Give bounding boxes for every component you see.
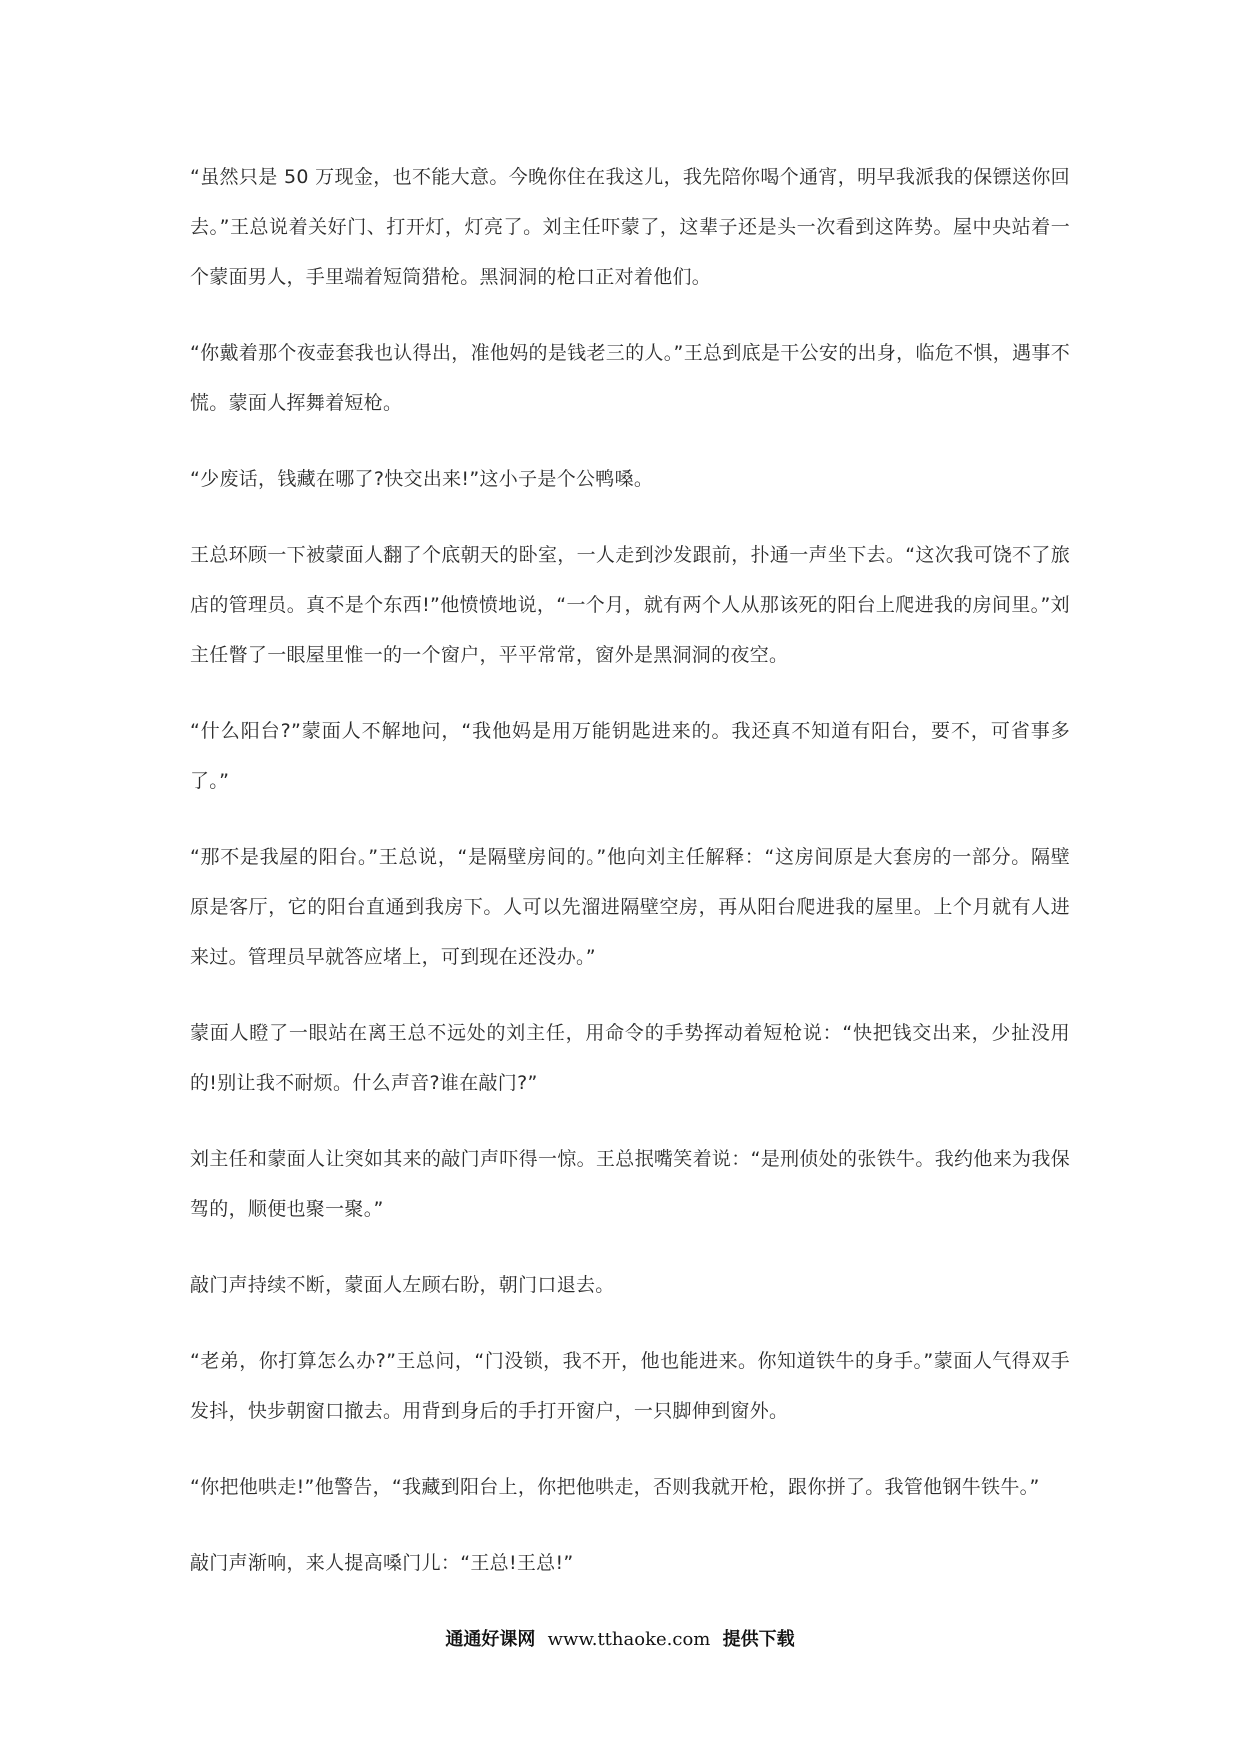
paragraph: 敲门声持续不断，蒙面人左顾右盼，朝门口退去。 <box>190 1274 615 1296</box>
paragraph: “那不是我屋的阳台。”王总说，“是隔壁房间的。”他向刘主任解释：“这房间原是大套房的一部分。隔壁原是客厅，它的阳台直通到我房下。人可以先溜进隔壁空房，再从阳台爬进我的屋里。上个月就有人进来过。管理员早就答应堵上，可到现在还没办。” <box>190 846 1070 968</box>
paragraph: “老弟，你打算怎么办?”王总问，“门没锁，我不开，他也能进来。你知道铁牛的身手。”蒙面人气得双手发抖，快步朝窗口撤去。用背到身后的手打开窗户，一只脚伸到窗外。 <box>190 1350 1070 1422</box>
paragraph: “你戴着那个夜壶套我也认得出，准他妈的是钱老三的人。”王总到底是干公安的出身，临危不惧，遇事不慌。蒙面人挥舞着短枪。 <box>190 342 1070 414</box>
footer-url[interactable]: www.tthaoke.com <box>547 1629 711 1650</box>
paragraph: “虽然只是 50 万现金，也不能大意。今晚你住在我这儿，我先陪你喝个通宵，明早我派我的保镖送你回去。”王总说着关好门、打开灯，灯亮了。刘主任吓蒙了，这辈子还是头一次看到这阵势。屋中央站着一个蒙面男人，手里端着短筒猎枪。黑洞洞的枪口正对着他们。 <box>190 166 1070 288</box>
page-footer <box>0 1625 1240 1651</box>
paragraph: 王总环顾一下被蒙面人翻了个底朝天的卧室，一人走到沙发跟前，扑通一声坐下去。“这次我可饶不了旅店的管理员。真不是个东西!”他愤愤地说，“一个月，就有两个人从那该死的阳台上爬进我的房间里。”刘主任瞥了一眼屋里惟一的一个窗户，平平常常，窗外是黑洞洞的夜空。 <box>190 544 1070 666</box>
paragraph: “你把他哄走!”他警告，“我藏到阳台上，你把他哄走，否则我就开枪，跟你拼了。我管他钢牛铁牛。” <box>190 1476 1040 1498</box>
paragraph: 敲门声渐响，来人提高嗓门儿：“王总!王总!” <box>190 1552 574 1574</box>
paragraph: “少废话，钱藏在哪了?快交出来!”这小子是个公鸭嗓。 <box>190 468 654 490</box>
document-body <box>190 152 1070 1614</box>
paragraph: “什么阳台?”蒙面人不解地问，“我他妈是用万能钥匙进来的。我还真不知道有阳台，要不，可省事多了。” <box>190 720 1070 792</box>
footer-site-name: 通通好课网 <box>445 1629 536 1650</box>
paragraph: 刘主任和蒙面人让突如其来的敲门声吓得一惊。王总抿嘴笑着说：“是刑侦处的张铁牛。我约他来为我保驾的，顺便也聚一聚。” <box>190 1148 1070 1220</box>
paragraph: 蒙面人瞪了一眼站在离王总不远处的刘主任，用命令的手势挥动着短枪说：“快把钱交出来，少扯没用的!别让我不耐烦。什么声音?谁在敲门?” <box>190 1022 1070 1094</box>
footer-suffix: 提供下载 <box>722 1629 795 1650</box>
